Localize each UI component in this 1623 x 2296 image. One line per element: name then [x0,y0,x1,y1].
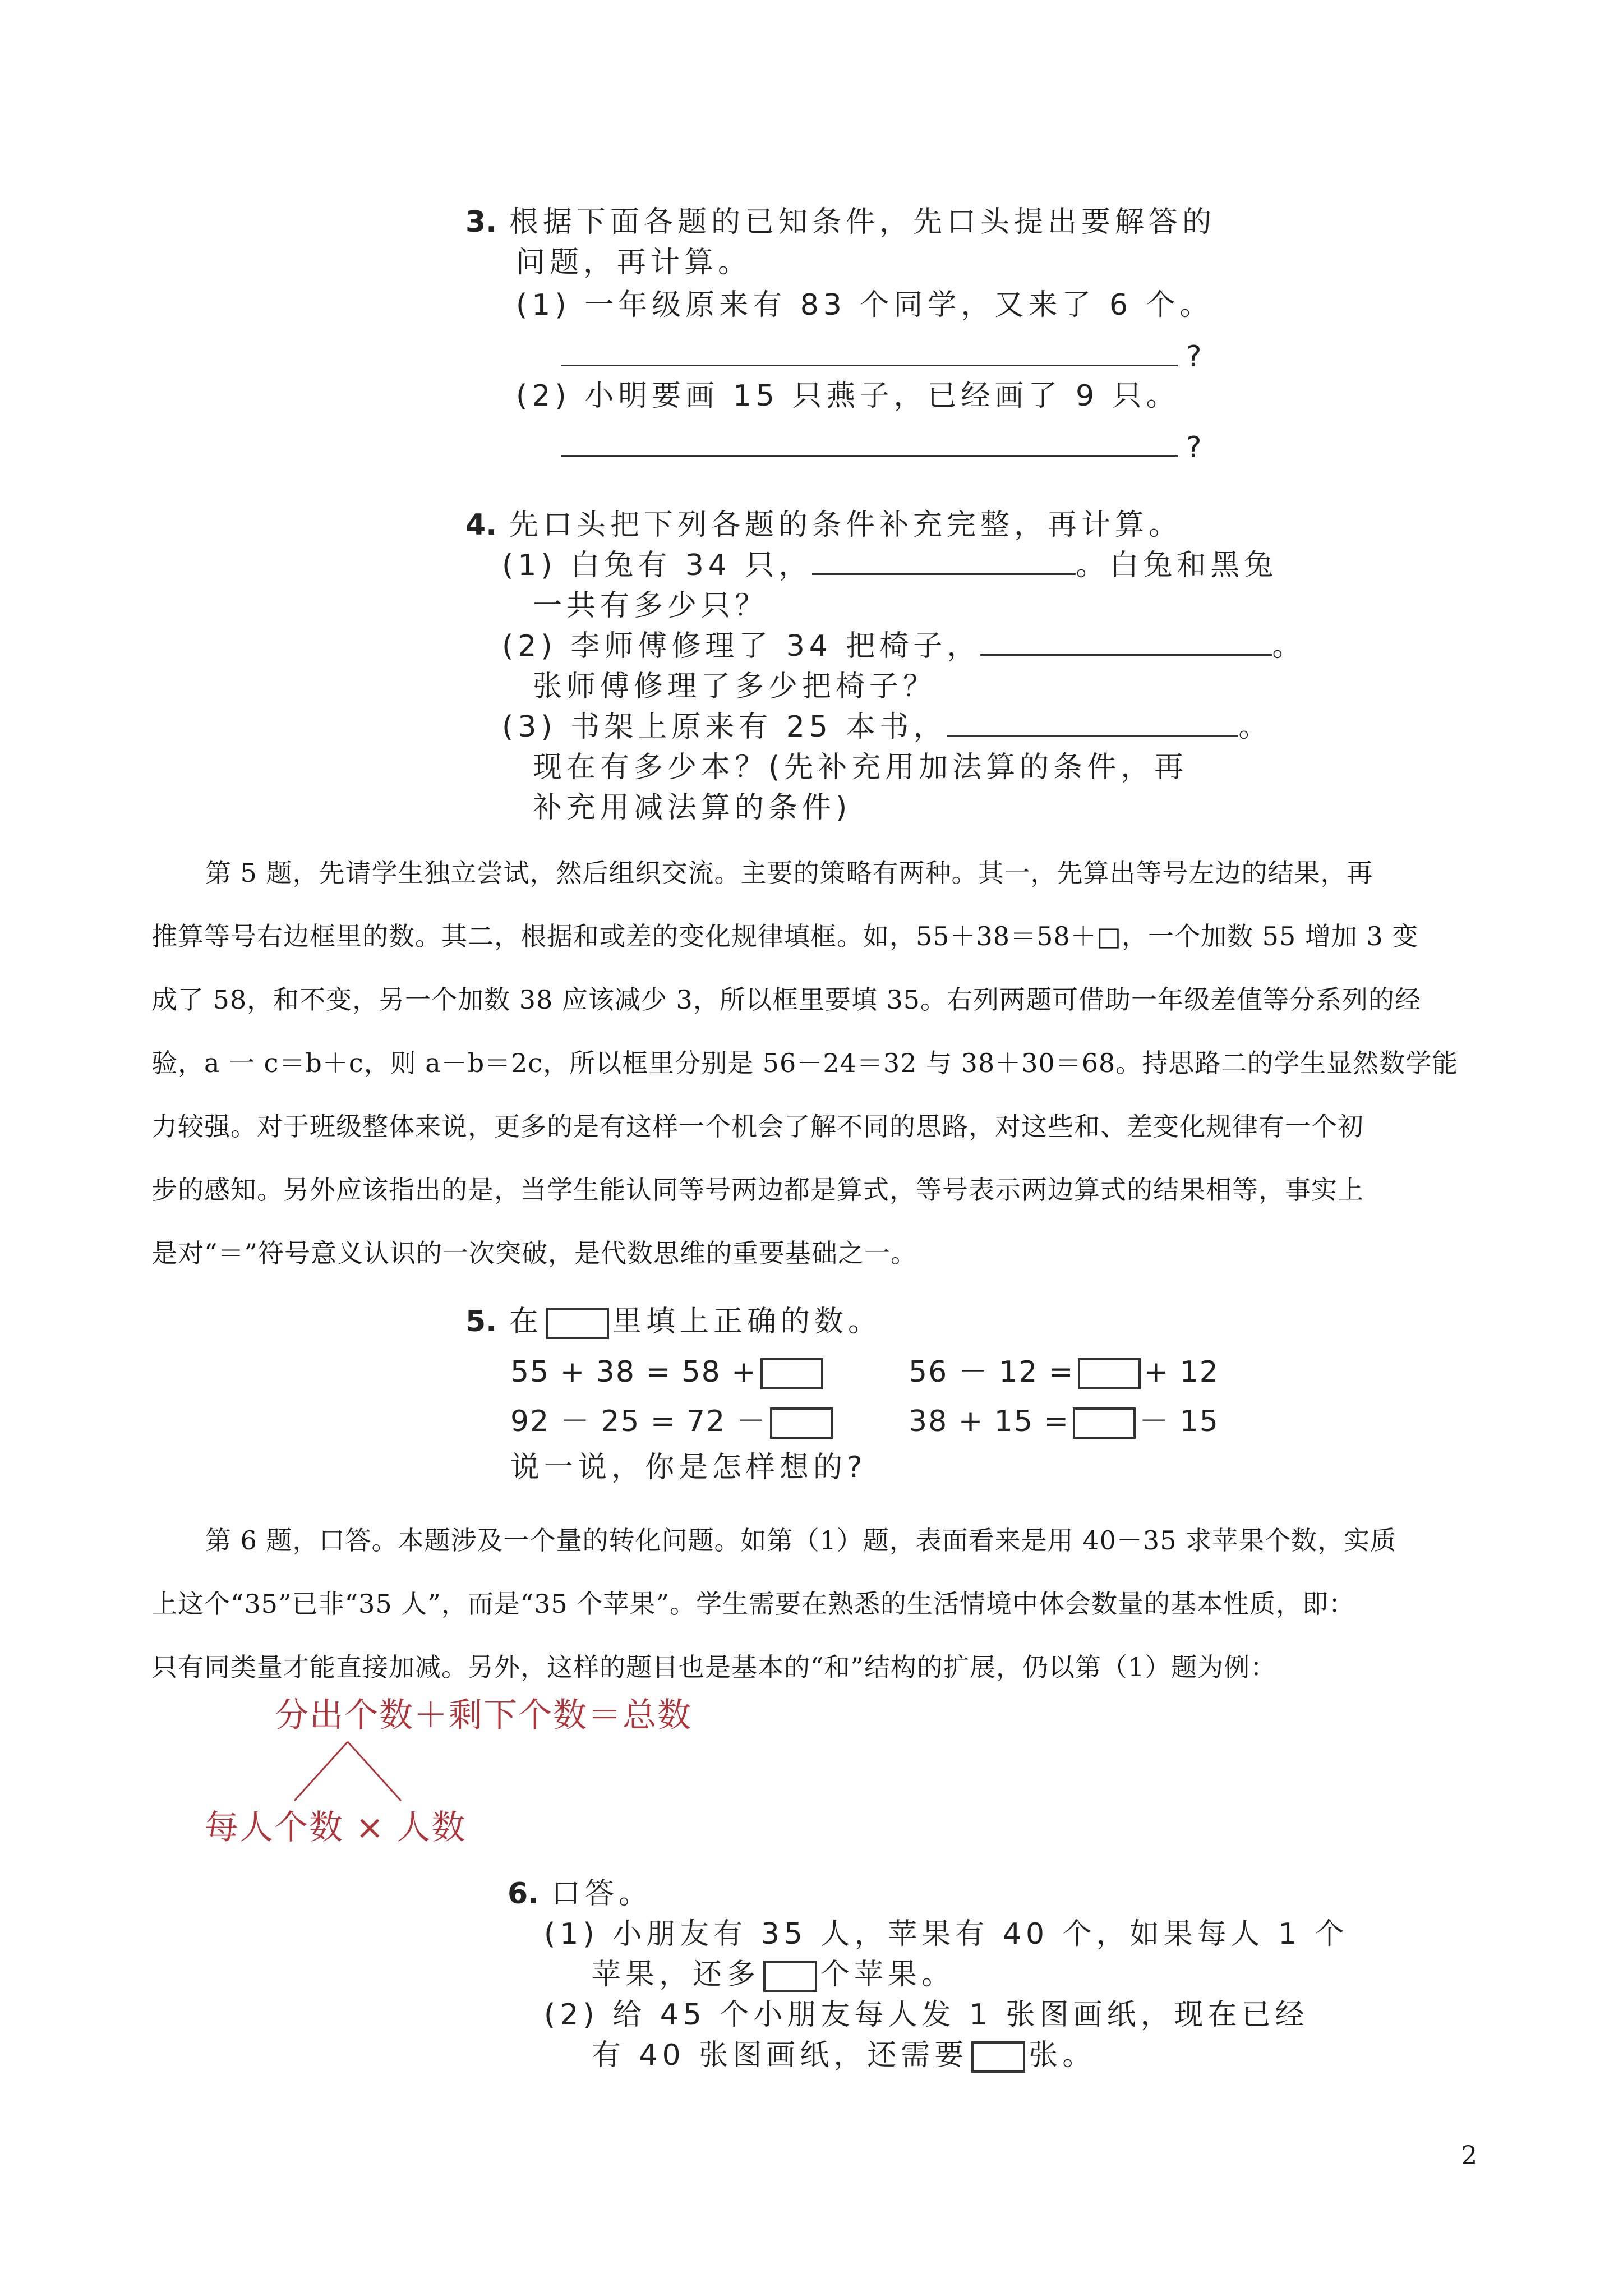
q6-sub2: (2) 给 45 个小朋友每人发 1 张图画纸，现在已经 [544,1998,1309,2032]
q5-eq3 [909,1352,1219,1392]
q4-sub1-text-b: 。白兔和黑兔 [1076,549,1278,582]
q3-sub1: (1) 一年级原来有 83 个同学，又来了 6 个。 [516,288,1214,322]
q3-number: 3. [465,205,497,239]
q3-qmark-2: ? [1186,431,1206,464]
q4-sub1-cont: 一共有多少只？ [533,589,769,623]
q6-title [508,1874,652,1914]
diagram-top-label: 分出个数＋剩下个数＝总数 [275,1696,692,1735]
q5-eq4 [909,1401,1219,1442]
q5-eq2-box[interactable] [770,1407,833,1439]
q5-talk: 说一说，你是怎样想的? [510,1451,867,1484]
q4-sub2-cont: 张师傅修理了多少把椅子？ [533,670,937,703]
para1-line-3: 成了 58，和不变，另一个加数 38 应该减少 3，所以框里要填 35。右列两题可借助一年级差值等分系列的经 [151,984,1421,1015]
q5-eq1-text: 55 + 38 = 58 + [510,1355,757,1389]
q5-title-box [546,1308,609,1339]
q5-eq3-text-a: 56 － 12 = [909,1355,1075,1389]
para1-line-2: 推算等号右边框里的数。其二，根据和或差的变化规律填框。如，55＋38＝58＋□，一个加数 55 增加 3 变 [151,921,1419,951]
question-5 [465,1301,1262,1503]
q4-blank-2 [980,626,1272,656]
para1-line-1: 第 5 题，先请学生独立尝试，然后组织交流。主要的策略有两种。其一，先算出等号左边的结果，再 [205,858,1373,888]
para2-line-2: 上这个“35”已非“35 人”，而是“35 个苹果”。学生需要在熟悉的生活情境中体会数量的基本性质，即： [151,1589,1355,1619]
q4-text1: 先口头把下列各题的条件补充完整，再计算。 [509,508,1182,542]
para1-line-4: 验，a 一 c＝b＋c，则 a－b＝2c，所以框里分别是 56－24＝32 与 38＋30＝68。持思路二的学生显然数学能 [151,1048,1459,1078]
q6-sub1: (1) 小朋友有 35 人，苹果有 40 个，如果每人 1 个 [544,1917,1349,1951]
q5-number: 5. [465,1305,497,1338]
q3-line2: 问题，再计算。 [516,246,752,279]
q6-sub1-text-c: 个苹果。 [820,1958,956,1991]
q3-qmark-1: ? [1186,340,1206,374]
q5-title [465,1301,882,1342]
para1-line-6: 步的感知。另外应该指出的是，当学生能认同等号两边都是算式，等号表示两边算式的结果相等，事实上 [151,1175,1364,1205]
q5-eq1 [510,1352,827,1392]
q6-sub2-cont [592,2035,1096,2076]
q6-box-1[interactable] [763,1961,817,1992]
q6-sub2-text-c: 张。 [1029,2039,1096,2072]
para2-line-3: 只有同类量才能直接加减。另外，这样的题目也是基本的“和”结构的扩展，仍以第（1）题为例： [151,1652,1277,1682]
q4-line1 [465,505,1182,545]
question-3 [465,202,1228,494]
q5-eq4-text-b: － 15 [1139,1405,1219,1438]
q3-answer-line-1 [561,365,1178,366]
q5-eq2-text: 92 － 25 = 72 － [510,1405,767,1438]
q4-sub2-text-a: (2) 李师傅修理了 34 把椅子， [502,629,981,663]
q3-answer-line-2 [561,455,1178,457]
diagram-bottom-label: 每人个数 × 人数 [205,1808,467,1847]
q4-sub3-cont: 现在有多少本？(先补充用加法算的条件，再 [533,751,1188,784]
q4-sub2 [502,626,1306,666]
q3-sub2: (2) 小明要画 15 只燕子，已经画了 9 只。 [516,379,1180,413]
q4-sub1-text-a: (1) 白兔有 34 只， [502,549,813,582]
commentary-paragraph-2 [151,1509,1481,1699]
q3-line1 [465,202,1216,242]
q6-sub2-text-b: 有 40 张图画纸，还需要 [592,2039,969,2072]
sum-structure-diagram [196,1688,701,1868]
para1-line-5: 力较强。对于班级整体来说，更多的是有这样一个机会了解不同的思路，对这些和、差变化规律有一个初 [151,1111,1364,1142]
q6-box-2[interactable] [971,2041,1025,2073]
q4-sub1 [502,545,1278,586]
question-6 [508,1874,1349,2087]
commentary-paragraph-1 [151,841,1481,1285]
q4-blank-1 [812,545,1076,575]
q5-eq4-box[interactable] [1073,1407,1136,1439]
q4-sub3-text-b: 。 [1238,710,1272,744]
q4-sub3-cont2: 补充用减法算的条件) [533,791,852,825]
question-4 [465,505,1306,841]
q6-title-text: 口答。 [551,1877,652,1911]
q4-sub3 [502,707,1272,747]
q5-eq1-box[interactable] [760,1358,823,1389]
q6-sub1-cont [592,1954,955,1995]
q4-sub3-text-a: (3) 书架上原来有 25 本书， [502,710,947,744]
q5-title-b: 里填上正确的数。 [612,1305,882,1338]
page-number: 2 [1461,2140,1478,2170]
q6-number: 6. [508,1877,539,1911]
q5-eq3-text-b: + 12 [1144,1355,1219,1389]
q4-blank-3 [947,707,1238,737]
q4-sub2-text-b: 。 [1272,629,1306,663]
para1-line-7: 是对“＝”符号意义认识的一次突破，是代数思维的重要基础之一。 [151,1238,917,1268]
q5-eq3-box[interactable] [1078,1358,1141,1389]
q5-eq2 [510,1401,836,1442]
q5-title-a: 在 [509,1305,543,1338]
para2-line-1: 第 6 题，口答。本题涉及一个量的转化问题。如第（1）题，表面看来是用 40－35 求苹果个数，实质 [205,1525,1397,1556]
q5-eq4-text-a: 38 + 15 = [909,1405,1070,1438]
q6-sub1-text-b: 苹果，还多 [592,1958,760,1991]
q3-text1: 根据下面各题的已知条件，先口头提出要解答的 [509,205,1216,239]
q4-number: 4. [465,508,497,542]
